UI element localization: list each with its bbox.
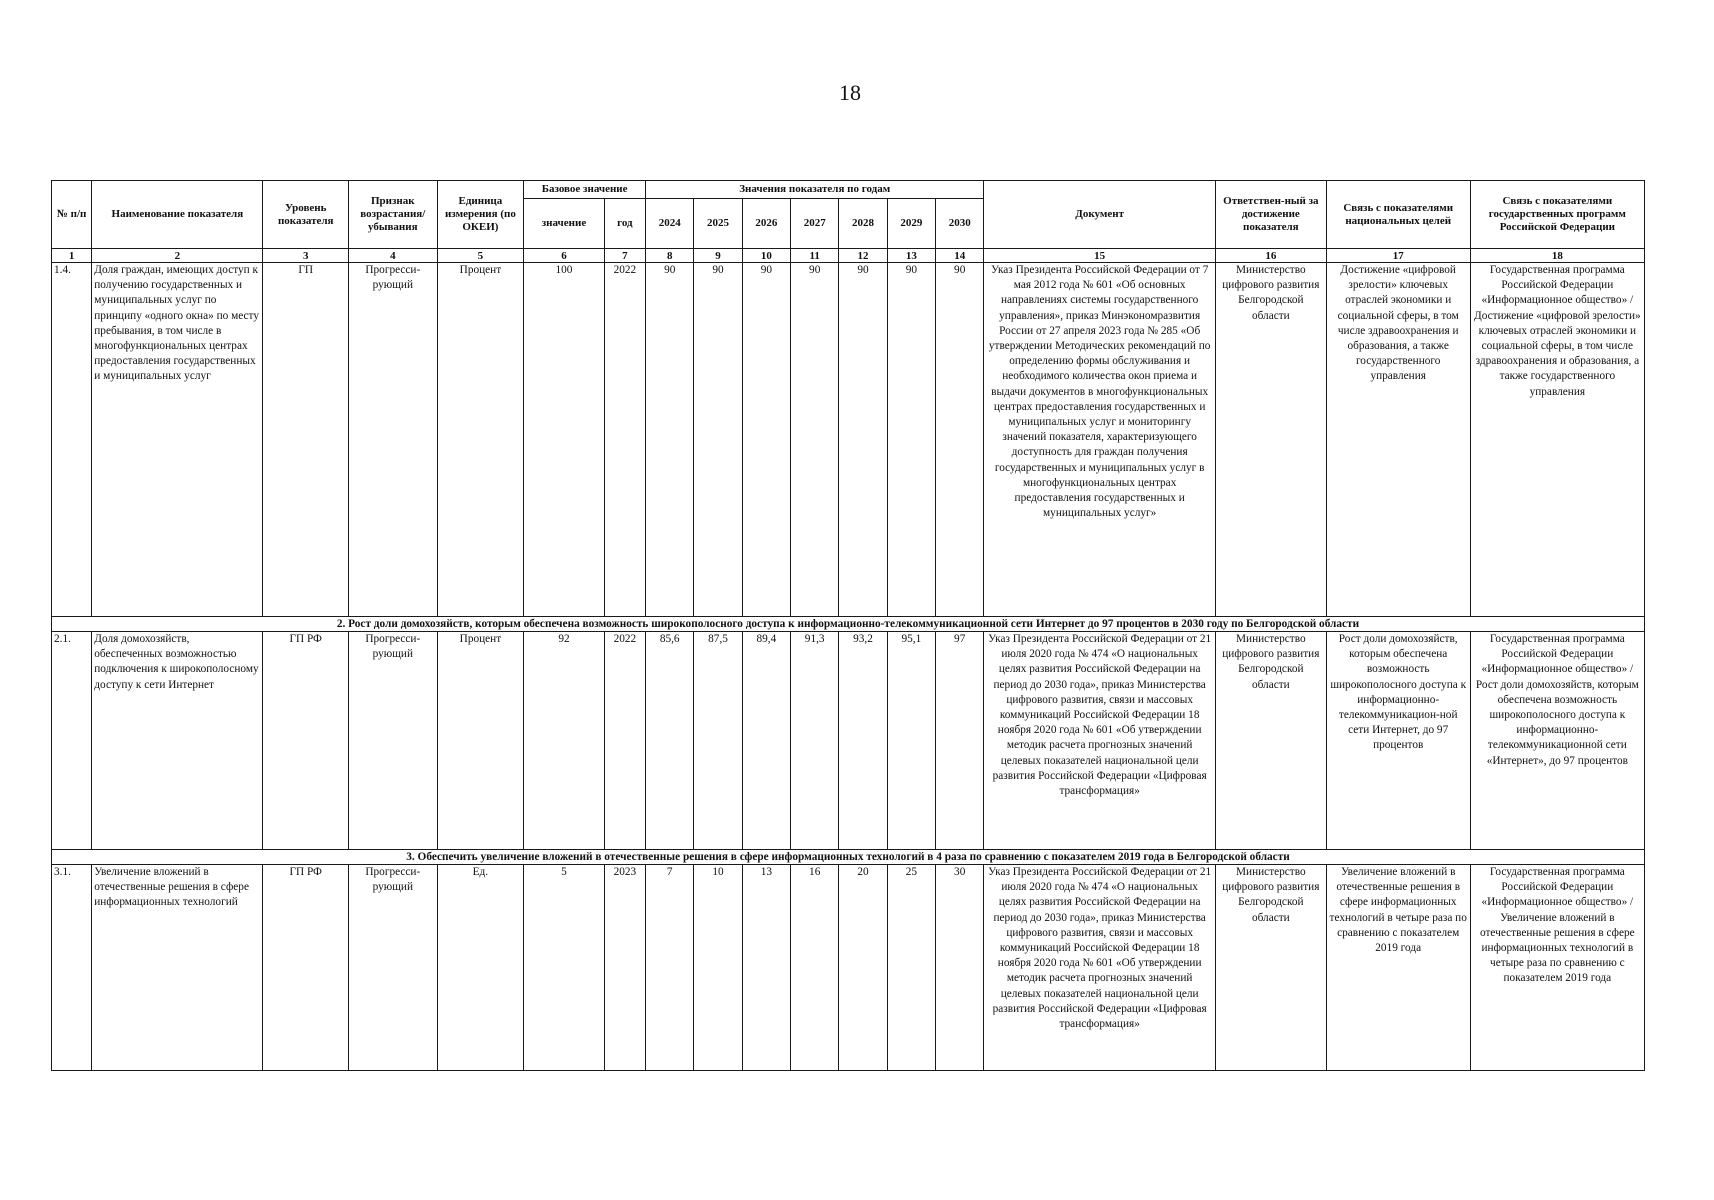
year-value: 90 bbox=[791, 263, 839, 617]
column-number: 10 bbox=[742, 249, 790, 263]
column-number: 11 bbox=[791, 249, 839, 263]
header-sign: Признак возрастания/ убывания bbox=[349, 181, 438, 249]
section-heading-3 bbox=[52, 850, 1645, 865]
year-value: 90 bbox=[887, 263, 935, 617]
column-number: 2 bbox=[92, 249, 263, 263]
column-number: 7 bbox=[604, 249, 645, 263]
column-numbers-row bbox=[52, 249, 1645, 263]
header-responsible: Ответствен-ный за достижение показателя bbox=[1215, 181, 1326, 249]
header-national: Связь с показателями национальных целей bbox=[1326, 181, 1470, 249]
indicators-table bbox=[51, 180, 1645, 1071]
national-goals-text: Достижение «цифровой зрелости» ключевых отраслей экономики и социальной сферы, в том числе здравоохранения и образования, а также государственного управления bbox=[1326, 263, 1470, 617]
indicator-level: ГП РФ bbox=[263, 865, 349, 1071]
header-unit: Единица измерения (по ОКЕИ) bbox=[437, 181, 524, 249]
programs-text: Государственная программа Российской Федерации «Информационное общество» / Рост доли домохозяйств, которым обеспечена возможность широкополосного доступа к информационно-телекоммуникационной сети «Интернет», до 97 процентов bbox=[1470, 632, 1644, 850]
year-value: 30 bbox=[936, 865, 984, 1071]
year-value: 90 bbox=[646, 263, 694, 617]
column-number: 6 bbox=[524, 249, 605, 263]
header-year: 2028 bbox=[839, 199, 887, 249]
base-year: 2022 bbox=[604, 263, 645, 617]
header-programs: Связь с показателями государственных программ Российской Федерации bbox=[1470, 181, 1644, 249]
responsible-text: Министерство цифрового развития Белгородской области bbox=[1215, 865, 1326, 1071]
year-value: 91,3 bbox=[791, 632, 839, 850]
column-number: 9 bbox=[694, 249, 742, 263]
header-year: 2026 bbox=[742, 199, 790, 249]
page-number: 18 bbox=[839, 80, 861, 105]
column-number: 3 bbox=[263, 249, 349, 263]
column-number: 14 bbox=[936, 249, 984, 263]
responsible-text: Министерство цифрового развития Белгородской области bbox=[1215, 263, 1326, 617]
base-year: 2022 bbox=[604, 632, 645, 850]
header-level: Уровень показателя bbox=[263, 181, 349, 249]
header-year: 2029 bbox=[887, 199, 935, 249]
year-value: 16 bbox=[791, 865, 839, 1071]
year-value: 10 bbox=[694, 865, 742, 1071]
column-number: 15 bbox=[984, 249, 1216, 263]
header-year: 2030 bbox=[936, 199, 984, 249]
header-base-year: год bbox=[604, 199, 645, 249]
document-text: Указ Президента Российской Федерации от 21 июля 2020 года № 474 «О национальных целях развития Российской Федерации на период до 2030 года», приказ Министерства цифрового развития, связи и массовых коммуникаций Российской Федерации 18 ноября 2020 года № 601 «Об утверждении методик расчета прогнозных значений целевых показателей национальной цели развития Российской Федерации «Цифровая трансформация» bbox=[984, 632, 1216, 850]
table-row bbox=[52, 865, 1645, 1071]
column-number: 18 bbox=[1470, 249, 1644, 263]
row-number: 3.1. bbox=[52, 865, 92, 1071]
base-value: 5 bbox=[524, 865, 605, 1071]
year-value: 13 bbox=[742, 865, 790, 1071]
header-no: № п/п bbox=[52, 181, 92, 249]
indicator-unit: Процент bbox=[437, 263, 524, 617]
indicator-level: ГП РФ bbox=[263, 632, 349, 850]
header-document: Документ bbox=[984, 181, 1216, 249]
indicator-sign: Прогресси-рующий bbox=[349, 263, 438, 617]
year-value: 90 bbox=[936, 263, 984, 617]
header-year: 2027 bbox=[791, 199, 839, 249]
header-base-group: Базовое значение bbox=[524, 181, 646, 199]
indicator-name: Доля граждан, имеющих доступ к получению государственных и муниципальных услуг по принципу «одного окна» по месту пребывания, в том числе в многофункциональных центрах предоставления государственных и муниципальных услуг bbox=[92, 263, 263, 617]
section-title: 2. Рост доли домохозяйств, которым обеспечена возможность широкополосного доступа к информационно-телекоммуникационной сети Интернет до 97 процентов в 2030 году по Белгородской области bbox=[52, 617, 1645, 632]
indicator-level: ГП bbox=[263, 263, 349, 617]
column-number: 13 bbox=[887, 249, 935, 263]
year-value: 20 bbox=[839, 865, 887, 1071]
section-title: 3. Обеспечить увеличение вложений в отечественные решения в сфере информационных технологий в 4 раза по сравнению с показателем 2019 года в Белгородской области bbox=[52, 850, 1645, 865]
programs-text: Государственная программа Российской Федерации «Информационное общество» / Достижение «цифровой зрелости» ключевых отраслей экономики и социальной сферы, в том числе здравоохранения и образования, а также государственного управления bbox=[1470, 263, 1644, 617]
header-name: Наименование показателя bbox=[92, 181, 263, 249]
year-value: 7 bbox=[646, 865, 694, 1071]
header-years-group: Значения показателя по годам bbox=[646, 181, 984, 199]
column-number: 4 bbox=[349, 249, 438, 263]
national-goals-text: Рост доли домохозяйств, которым обеспечена возможность широкополосного доступа к информационно-телекоммуникацион-ной сети Интернет, до 97 процентов bbox=[1326, 632, 1470, 850]
row-number: 2.1. bbox=[52, 632, 92, 850]
row-number: 1.4. bbox=[52, 263, 92, 617]
header-year: 2024 bbox=[646, 199, 694, 249]
header-base-value: значение bbox=[524, 199, 605, 249]
programs-text: Государственная программа Российской Федерации «Информационное общество» / Увеличение вложений в отечественные решения в сфере информационных технологий в четыре раза по сравнению с показателем 2019 года bbox=[1470, 865, 1644, 1071]
column-number: 17 bbox=[1326, 249, 1470, 263]
column-number: 1 bbox=[52, 249, 92, 263]
base-value: 92 bbox=[524, 632, 605, 850]
column-number: 12 bbox=[839, 249, 887, 263]
section-heading-2 bbox=[52, 617, 1645, 632]
year-value: 93,2 bbox=[839, 632, 887, 850]
indicator-name: Доля домохозяйств, обеспеченных возможностью подключения к широкополосному доступу к сети Интернет bbox=[92, 632, 263, 850]
national-goals-text: Увеличение вложений в отечественные решения в сфере информационных технологий в четыре раза по сравнению с показателем 2019 года bbox=[1326, 865, 1470, 1071]
year-value: 97 bbox=[936, 632, 984, 850]
header-year: 2025 bbox=[694, 199, 742, 249]
indicator-sign: Прогресси-рующий bbox=[349, 632, 438, 850]
column-number: 16 bbox=[1215, 249, 1326, 263]
year-value: 87,5 bbox=[694, 632, 742, 850]
year-value: 90 bbox=[742, 263, 790, 617]
responsible-text: Министерство цифрового развития Белгородской области bbox=[1215, 632, 1326, 850]
indicator-name: Увеличение вложений в отечественные решения в сфере информационных технологий bbox=[92, 865, 263, 1071]
year-value: 90 bbox=[839, 263, 887, 617]
document-text: Указ Президента Российской Федерации от 7 мая 2012 года № 601 «Об основных направлениях системы государственного управления», приказ Минэкономразвития России от 27 апреля 2023 года № 285 «Об утверждении Методических рекомендаций по определению формы обслуживания и необходимого количества окон приема и выдачи документов в многофункциональных центрах предоставления государственных и муниципальных услуг и мониторингу значений показателя, характеризующего доступность для граждан получения государственных и муниципальных услуг в многофункциональных центрах предоставления государственных и муниципальных услуг» bbox=[984, 263, 1216, 617]
indicator-unit: Ед. bbox=[437, 865, 524, 1071]
base-value: 100 bbox=[524, 263, 605, 617]
year-value: 89,4 bbox=[742, 632, 790, 850]
year-value: 25 bbox=[887, 865, 935, 1071]
indicator-sign: Прогресси-рующий bbox=[349, 865, 438, 1071]
indicator-unit: Процент bbox=[437, 632, 524, 850]
column-number: 8 bbox=[646, 249, 694, 263]
table-row bbox=[52, 263, 1645, 617]
base-year: 2023 bbox=[604, 865, 645, 1071]
table-row bbox=[52, 632, 1645, 850]
column-number: 5 bbox=[437, 249, 524, 263]
year-value: 90 bbox=[694, 263, 742, 617]
year-value: 95,1 bbox=[887, 632, 935, 850]
year-value: 85,6 bbox=[646, 632, 694, 850]
document-text: Указ Президента Российской Федерации от 21 июля 2020 года № 474 «О национальных целях развития Российской Федерации на период до 2030 года», приказ Министерства цифрового развития, связи и массовых коммуникаций Российской Федерации 18 ноября 2020 года № 601 «Об утверждении методик расчета прогнозных значений целевых показателей национальной цели развития Российской Федерации «Цифровая трансформация» bbox=[984, 865, 1216, 1071]
